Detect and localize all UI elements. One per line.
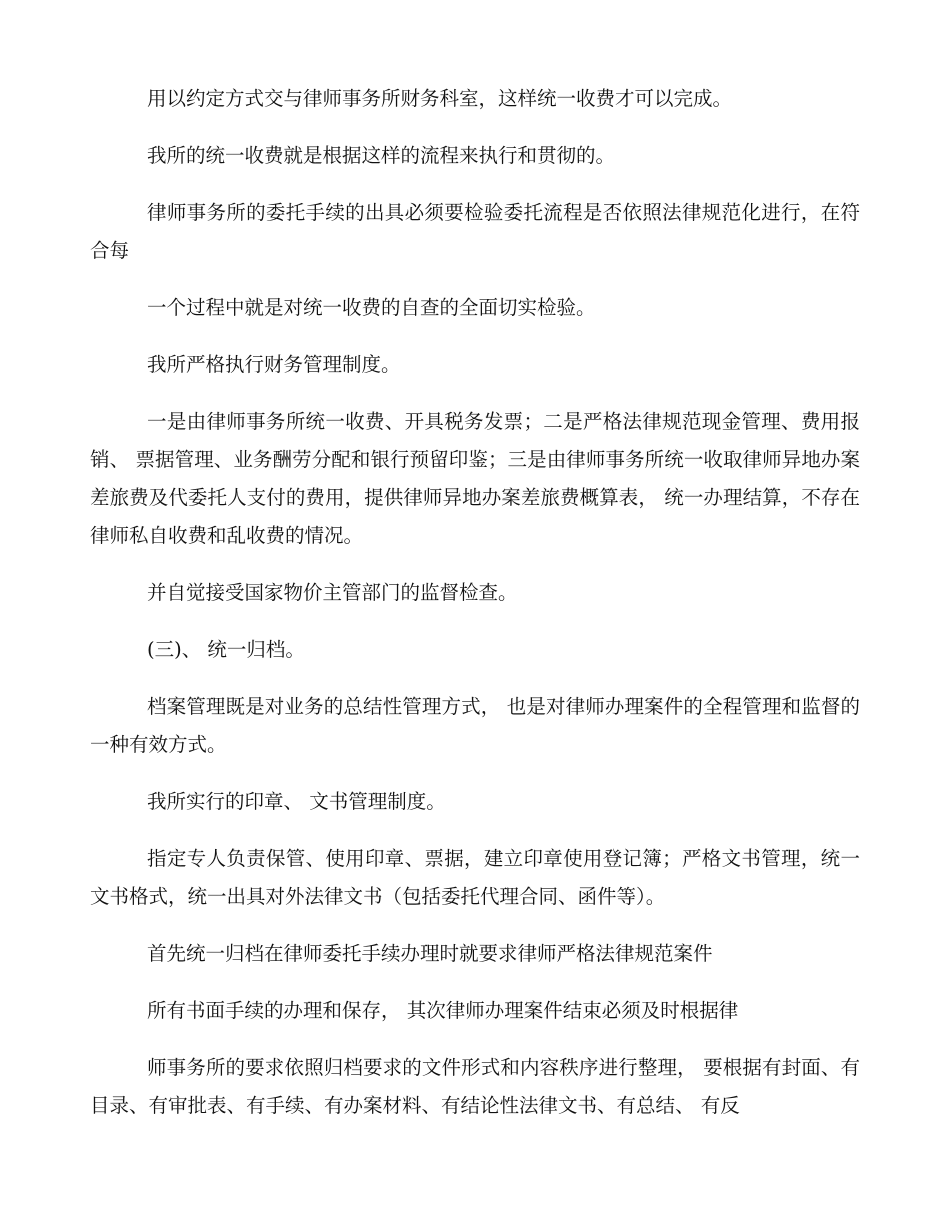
paragraph: 我所实行的印章、 文书管理制度。 [147, 790, 446, 813]
paragraph: 首先统一归档在律师委托手续办理时就要求律师严格法律规范案件 [147, 942, 713, 965]
paragraph: 律师事务所的委托手续的出具必须要检验委托流程是否依照法律规范化进行，在符合每 [90, 201, 860, 262]
paragraph: 并自觉接受国家物价主管部门的监督检查。 [147, 581, 518, 604]
document-body [90, 80, 860, 1144]
paragraph: 师事务所的要求依照归档要求的文件形式和内容秩序进行整理， 要根据有封面、有目录、有审批表、有手续、有办案材料、有结论性法律文书、有总结、 有反 [90, 1056, 860, 1117]
paragraph: 档案管理既是对业务的总结性管理方式， 也是对律师办理案件的全程管理和监督的一种有效方式。 [90, 695, 860, 756]
paragraph: 所有书面手续的办理和保存， 其次律师办理案件结束必须及时根据律 [147, 999, 739, 1022]
paragraph: 一个过程中就是对统一收费的自查的全面切实检验。 [147, 296, 596, 319]
section-heading: (三)、 统一归档。 [147, 638, 305, 661]
paragraph: 我所严格执行财务管理制度。 [147, 353, 401, 376]
paragraph: 用以约定方式交与律师事务所财务科室，这样统一收费才可以完成。 [147, 87, 733, 110]
paragraph: 一是由律师事务所统一收费、开具税务发票；二是严格法律规范现金管理、费用报销、 票据管理、业务酬劳分配和银行预留印鉴；三是由律师事务所统一收取律师异地办案差旅费及代委托人支付的费用，提供律师异地办案差旅费概算表， 统一办理结算，不存在律师私自收费和乱收费的情况。 [90, 410, 860, 547]
paragraph: 指定专人负责保管、使用印章、票据，建立印章使用登记簿；严格文书管理，统一文书格式，统一出具对外法律文书（包括委托代理合同、函件等）。 [90, 847, 860, 908]
paragraph: 我所的统一收费就是根据这样的流程来执行和贯彻的。 [147, 144, 616, 167]
